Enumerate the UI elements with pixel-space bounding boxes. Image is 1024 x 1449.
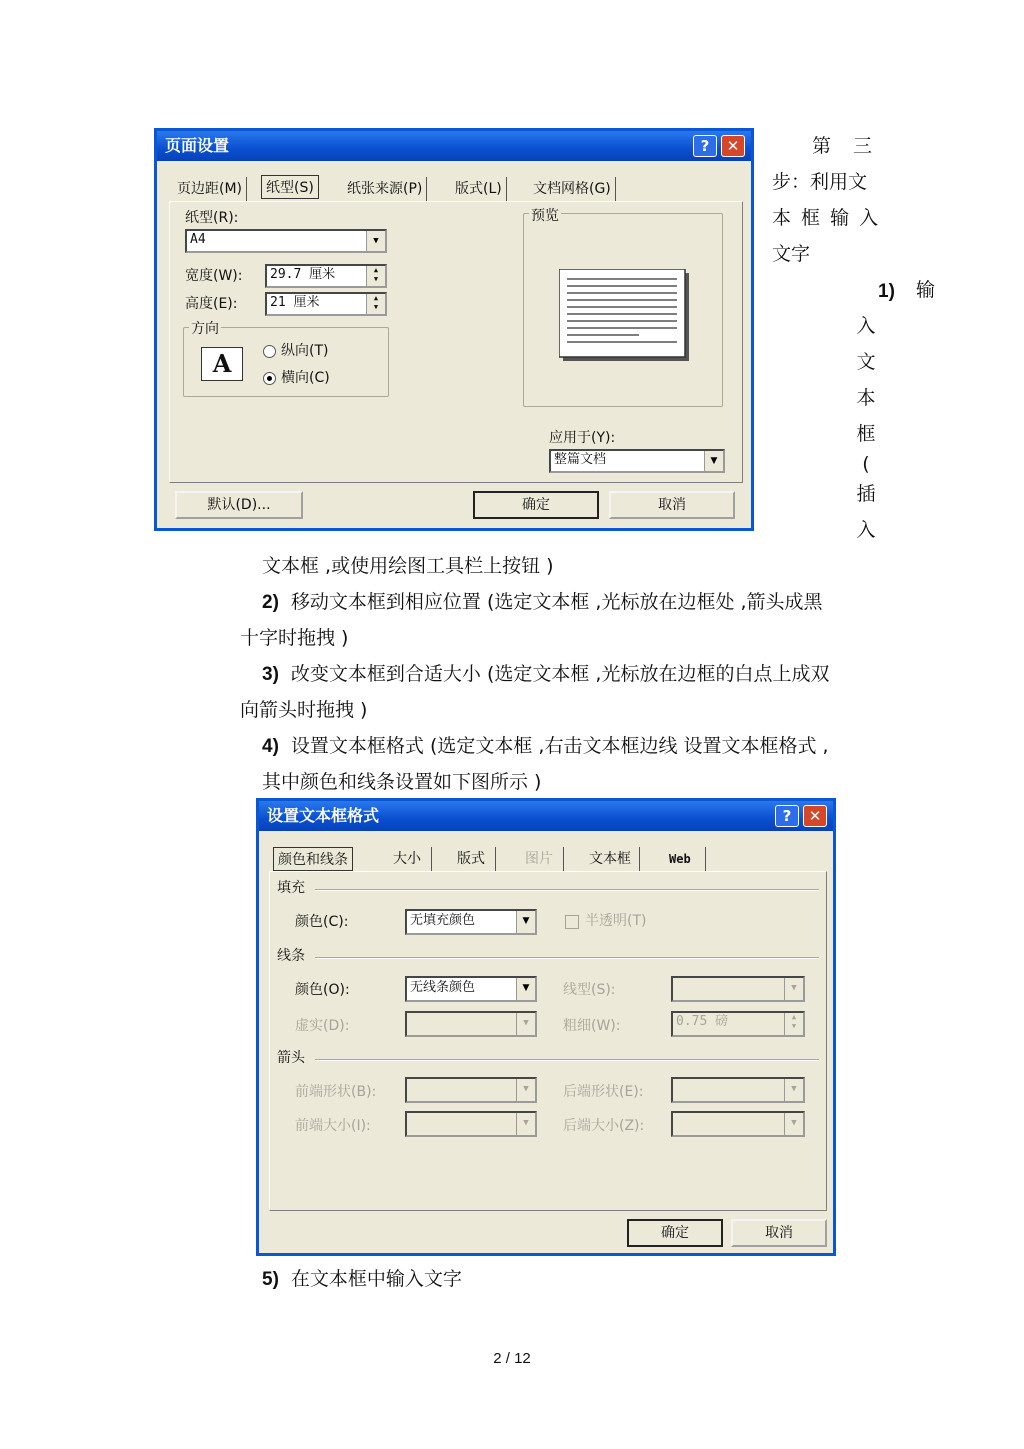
begin-style-label: 前端形状(B): [295,1084,377,1100]
chevron-down-icon[interactable]: ▼ [516,978,535,1000]
tab-layout[interactable]: 版式(L) [451,177,507,201]
height-label: 高度(E): [185,296,238,312]
tab-size[interactable]: 大小 [383,847,432,871]
height-spinner[interactable] [265,292,387,316]
chevron-down-icon: ▼ [516,1113,535,1135]
end-size-dropdown [671,1111,805,1137]
paper-size-dropdown[interactable] [185,229,387,253]
end-style-dropdown [671,1077,805,1103]
line-section-label: 线条 [277,948,305,964]
spinner-arrows-icon[interactable]: ▲ ▼ [366,294,385,314]
height-value: 21 厘米 [270,295,320,310]
weight-spinner [671,1011,805,1037]
fill-color-dropdown[interactable] [405,909,537,935]
page-preview-icon [559,269,691,363]
tab-colors-lines[interactable]: 颜色和线条 [273,847,353,871]
item1-vertical-char: ( [862,453,870,475]
landscape-label[interactable]: 横向(C) [281,370,330,386]
spinner-arrows-icon[interactable]: ▲ ▼ [366,266,385,286]
chevron-down-icon: ▼ [516,1013,535,1035]
item5-line1 [262,1267,462,1292]
ok-button[interactable]: 确定 [473,491,599,519]
line-style-label: 线型(S): [563,982,616,998]
dialog-title: 设置文本框格式 [259,801,833,831]
preview-label: 预览 [529,205,561,225]
item3-line1 [262,662,829,687]
item1-first-char: 输 [916,279,936,301]
chevron-down-icon: ▼ [784,978,803,1000]
item3-line2: 向箭头时拖拽 ) [240,699,368,721]
chevron-down-icon[interactable]: ▼ [366,231,385,251]
item5-text: 在文本框中输入文字 [290,1268,462,1290]
fill-section-label: 填充 [277,880,305,896]
paper-size-value: A4 [190,232,206,247]
line-color-label: 颜色(O): [295,982,350,998]
line-color-value: 无线条颜色 [410,980,476,995]
apply-to-label: 应用于(Y): [549,430,616,446]
item4-number: 4) [262,736,279,757]
arrow-separator [315,1059,819,1061]
width-value: 29.7 厘米 [270,267,336,282]
step3-line3: 本 框 输 入 [772,207,881,229]
default-button[interactable]: 默认(D)... [175,491,303,519]
begin-style-dropdown [405,1077,537,1103]
cancel-button[interactable]: 取消 [609,491,735,519]
item2-text: 移动文本框到相应位置 (选定文本框 ,光标放在边框处 ,箭头成黑 [290,591,823,613]
line-separator [315,957,819,959]
weight-label: 粗细(W): [563,1018,621,1034]
fill-color-label: 颜色(C): [295,914,349,930]
fill-color-value: 无填充颜色 [410,913,476,928]
begin-size-dropdown [405,1111,537,1137]
step3-line4: 文字 [772,243,811,265]
cancel-button[interactable]: 取消 [731,1219,827,1247]
item1-vertical-char: 本 [856,387,876,409]
item3-text: 改变文本框到合适大小 (选定文本框 ,光标放在边框的白点上成双 [290,663,830,685]
portrait-radio[interactable] [263,345,276,358]
chevron-down-icon[interactable]: ▼ [704,451,723,471]
fill-separator [315,889,819,891]
format-textbox-dialog [256,798,836,1256]
item1-number: 1) [878,281,895,302]
spinner-arrows-icon: ▲ ▼ [784,1013,803,1035]
item1-vertical-char: 文 [856,351,876,373]
page-setup-dialog [154,128,754,531]
orientation-a-icon: A [201,347,243,381]
item1-vertical-char: 入 [856,519,876,541]
weight-value: 0.75 磅 [676,1014,729,1029]
tab-document-grid[interactable]: 文档网格(G) [529,177,616,201]
line-color-dropdown[interactable] [405,976,537,1002]
orientation-label: 方向 [189,318,221,338]
landscape-radio[interactable] [263,372,276,385]
semi-transparent-checkbox [565,915,579,929]
width-spinner[interactable] [265,264,387,288]
dialog-title: 页面设置 [157,131,751,161]
item1-vertical-char: 框 [856,423,876,445]
step3-line1: 第 三 [812,135,881,157]
page-number: 2 / 12 [493,1350,531,1367]
step3-line2: 步：利用文 [772,171,868,193]
help-button[interactable]: ? [775,805,799,827]
item2-line2: 十字时拖拽 ) [240,627,349,649]
dash-label: 虚实(D): [295,1018,350,1034]
portrait-label[interactable]: 纵向(T) [281,343,329,359]
ok-button[interactable]: 确定 [627,1219,723,1247]
item3-number: 3) [262,664,279,685]
item4-text: 设置文本框格式 (选定文本框 ,右击文本框边线 设置文本框格式 , [290,735,829,757]
apply-to-value: 整篇文档 [554,452,607,467]
tab-margins[interactable]: 页边距(M) [173,177,247,201]
tab-textbox[interactable]: 文本框 [581,847,640,871]
tab-web[interactable]: Web [655,847,706,871]
item1-vertical-char: 插 [856,483,876,505]
width-label: 宽度(W): [185,268,243,284]
tab-paper-source[interactable]: 纸张来源(P) [343,177,427,201]
item1-vertical-char: 入 [856,315,876,337]
semi-transparent-label: 半透明(T) [585,913,647,929]
item4-line2: 其中颜色和线条设置如下图所示 ) [262,771,542,793]
close-button[interactable]: ✕ [803,805,827,827]
help-button[interactable]: ? [693,135,717,157]
tab-panel [269,871,827,1211]
tab-paper-size[interactable]: 纸型(S) [261,175,319,199]
close-button[interactable]: ✕ [721,135,745,157]
chevron-down-icon: ▼ [516,1079,535,1101]
end-size-label: 后端大小(Z): [563,1118,645,1134]
item5-number: 5) [262,1269,279,1290]
paper-size-label: 纸型(R): [185,210,239,226]
arrow-section-label: 箭头 [277,1050,305,1066]
item2-line1 [262,590,823,615]
end-style-label: 后端形状(E): [563,1084,644,1100]
dash-dropdown [405,1011,537,1037]
chevron-down-icon[interactable]: ▼ [516,911,535,933]
chevron-down-icon: ▼ [784,1079,803,1101]
item2-number: 2) [262,592,279,613]
apply-to-dropdown[interactable] [549,449,725,473]
chevron-down-icon: ▼ [784,1113,803,1135]
item1-continuation: 文本框 ,或使用绘图工具栏上按钮 ) [262,555,554,577]
tab-layout[interactable]: 版式 [447,847,496,871]
tab-picture: 图片 [515,847,564,871]
begin-size-label: 前端大小(I): [295,1118,371,1134]
item4-line1 [262,734,829,759]
line-style-dropdown [671,976,805,1002]
